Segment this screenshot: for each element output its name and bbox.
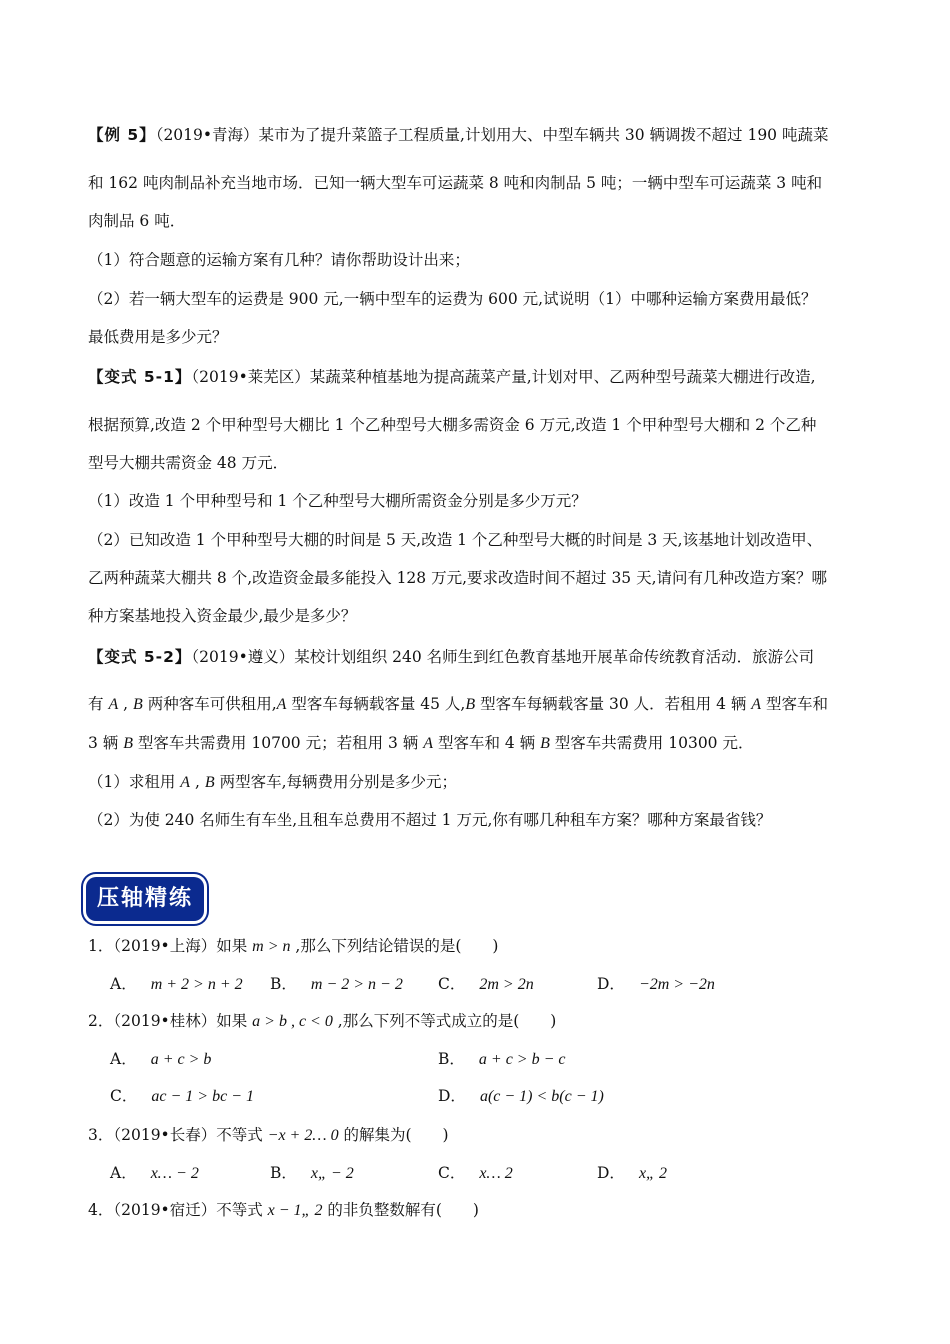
variant-5-2-line-2: 有 A , B 两种客车可供租用,A 型客车每辆载客量 45 人,B 型客车每辆载客量 30 人．若租用 4 辆 A 型客车和 [88,695,829,713]
problem-2-stem: 2．（2019•桂林）如果 a > b , c < 0 ,那么下列不等式成立的是( ) [88,1012,557,1030]
variant-5-1-line-2: 根据预算,改造 2 个甲种型号大棚比 1 个乙种型号大棚多需资金 6 万元,改造 1 个甲种型号大棚和 2 个乙种 [88,416,817,434]
section-badge [86,877,204,921]
variant-5-1-line-3: 型号大棚共需资金 48 万元． [88,454,289,472]
example-5-question-1: （1）符合题意的运输方案有几种？请你帮助设计出来； [88,251,470,269]
problem-3-option-c[interactable]: C． x… 2 [438,1164,513,1182]
example-5-line-3: 肉制品 6 吨． [88,212,186,230]
variant-5-2-question-1: （1）求租用 A , B 两型客车,每辆费用分别是多少元； [88,773,457,791]
variant-5-2-line-3: 3 辆 B 型客车共需费用 10700 元；若租用 3 辆 A 型客车和 4 辆 B 型客车共需费用 10300 元． [88,734,754,752]
problem-4-stem: 4．（2019•宿迁）不等式 x − 1„ 2 的非负整数解有( ) [88,1201,479,1219]
variant-5-1-question-2-cont: 乙两种蔬菜大棚共 8 个,改造资金最多能投入 128 万元,要求改造时间不超过 35 天,请问有几种改造方案？哪 [88,569,828,587]
problem-1-stem: 1．（2019•上海）如果 m > n ,那么下列结论错误的是( ) [88,937,499,955]
variant-5-2-question-2: （2）为使 240 名师生有车坐,且租车总费用不超过 1 万元,你有哪几种租车方案？哪种方案最省钱？ [88,811,772,829]
problem-1-option-c[interactable]: C． 2m > 2n [438,975,534,993]
example-5-tag: 【例 5】 [88,126,156,144]
problem-1-option-b[interactable]: B． m − 2 > n − 2 [270,975,403,993]
example-5-line-2: 和 162 吨肉制品补充当地市场．已知一辆大型车可运蔬菜 8 吨和肉制品 5 吨；一辆中型车可运蔬菜 3 吨和 [88,174,823,192]
problem-3-option-d[interactable]: D． x„ 2 [597,1164,667,1182]
variant-5-1-question-2: （2）已知改造 1 个甲种型号大棚的时间是 5 天,改造 1 个乙种型号大概的时间是 3 天,该基地计划改造甲、 [88,531,823,549]
problem-1-option-a[interactable]: A． m + 2 > n + 2 [110,975,243,993]
section-badge-label: 压轴精练 [96,886,193,911]
variant-5-2-line-1: 【变式 5-2】（2019•遵义）某校计划组织 240 名师生到红色教育基地开展革命传统教育活动．旅游公司 [88,648,815,666]
problem-2-option-b[interactable]: B． a + c > b − c [438,1050,566,1068]
problem-2-option-c[interactable]: C． ac − 1 > bc − 1 [110,1087,254,1105]
example-5-question-2: （2）若一辆大型车的运费是 900 元,一辆中型车的运费为 600 元,试说明（1）中哪种运输方案费用最低？ [88,290,817,308]
problem-3-stem: 3．（2019•长春）不等式 −x + 2… 0 的解集为( ) [88,1126,449,1144]
variant-5-1-question-1: （1）改造 1 个甲种型号和 1 个乙种型号大棚所需资金分别是多少万元？ [88,492,587,510]
variant-5-1-tag: 【变式 5-1】 [88,368,192,386]
example-5-line-1: 【例 5】（2019•青海）某市为了提升菜篮子工程质量,计划用大、中型车辆共 30 辆调拨不超过 190 吨蔬菜 [88,126,829,144]
variant-5-2-tag: 【变式 5-2】 [88,648,192,666]
problem-2-option-a[interactable]: A． a + c > b [110,1050,212,1068]
variant-5-1-line-1: 【变式 5-1】（2019•莱芜区）某蔬菜种植基地为提高蔬菜产量,计划对甲、乙两种型号蔬菜大棚进行改造, [88,368,816,386]
problem-2-option-d[interactable]: D． a(c − 1) < b(c − 1) [438,1087,604,1105]
example-5-question-2-cont: 最低费用是多少元？ [88,328,228,346]
variant-5-1-question-2-cont-2: 种方案基地投入资金最少,最少是多少？ [88,607,357,625]
problem-3-option-b[interactable]: B． x„ − 2 [270,1164,354,1182]
problem-3-option-a[interactable]: A． x… − 2 [110,1164,199,1182]
problem-1-option-d[interactable]: D． −2m > −2n [597,975,715,993]
